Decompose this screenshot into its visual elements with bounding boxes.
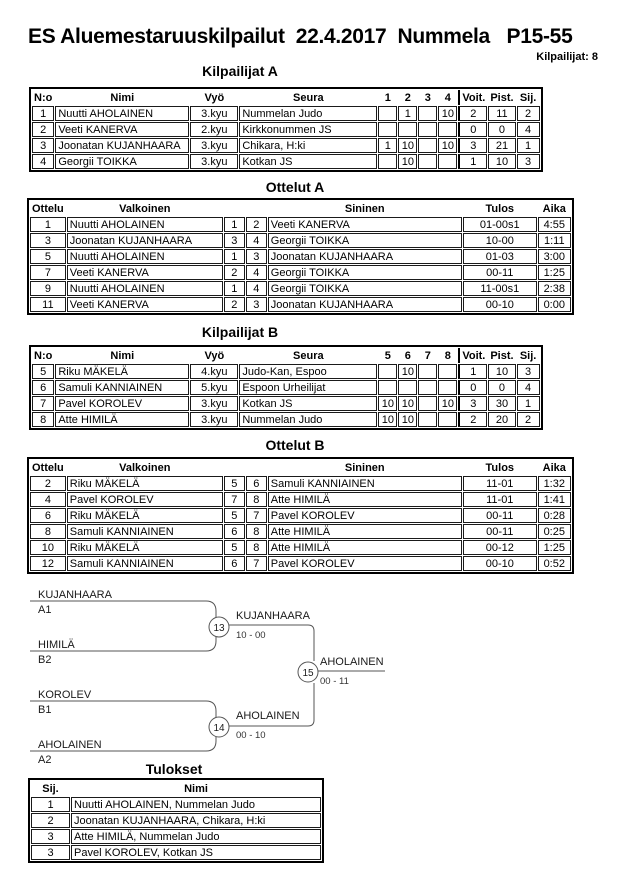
match-score-cell — [378, 122, 397, 137]
match-result: 01-00s1 — [463, 217, 537, 232]
matches-a-table — [27, 198, 574, 315]
blue-name: Atte HIMILÄ — [268, 492, 462, 507]
competitor-club: Espoon Urheilijat — [239, 380, 377, 395]
blue-name: Pavel KOROLEV — [268, 508, 462, 523]
blue-name: Samuli KANNIAINEN — [268, 476, 462, 491]
match-result: 11-00s1 — [463, 281, 537, 296]
col-header-blue-number — [246, 460, 267, 475]
match-score-cell — [438, 122, 457, 137]
semi2-winner-name: AHOLAINEN — [236, 710, 300, 722]
col-header-m3: 7 — [424, 349, 431, 362]
results-header-row — [31, 781, 321, 796]
matches-a-row — [30, 217, 571, 232]
match-number: 9 — [30, 281, 66, 296]
place-cell: 1 — [517, 138, 540, 153]
semi1-score: 10 - 00 — [236, 630, 266, 641]
semi2-score: 00 - 10 — [236, 730, 266, 741]
match-score-cell — [398, 122, 417, 137]
pool-b-header-row — [32, 348, 540, 363]
white-number: 1 — [224, 249, 245, 264]
match-result: 00-12 — [463, 540, 537, 555]
col-header-white: Valkoinen — [119, 461, 171, 474]
match-time: 1:25 — [538, 540, 571, 555]
competitor-name: Atte HIMILÄ — [55, 412, 189, 427]
match-score-cell: 10 — [438, 396, 457, 411]
white-name: Veeti KANERVA — [67, 297, 223, 312]
match-score-cell: 1 — [398, 106, 417, 121]
match-time: 0:28 — [538, 508, 571, 523]
col-header-blue: Sininen — [344, 461, 385, 474]
blue-number: 6 — [246, 476, 267, 491]
blue-name: Joonatan KUJANHAARA — [268, 297, 462, 312]
col-header-name: Nimi — [184, 782, 208, 795]
white-number: 7 — [224, 492, 245, 507]
pool-a-row — [32, 138, 540, 153]
match-number: 7 — [30, 265, 66, 280]
results-table — [28, 778, 324, 863]
match-score-cell — [418, 106, 437, 121]
match-score-cell: 10 — [438, 138, 457, 153]
competitor-club: Nummelan Judo — [239, 412, 377, 427]
match-number: 11 — [30, 297, 66, 312]
participants-count: Kilpailijat: 8 — [536, 51, 598, 63]
match-result: 11-01 — [463, 476, 537, 491]
match-time: 0:25 — [538, 524, 571, 539]
col-header-name: Nimi — [110, 91, 135, 104]
wins-cell: 3 — [458, 396, 487, 411]
match-time: 0:52 — [538, 556, 571, 571]
match-score-cell — [438, 380, 457, 395]
col-header-white-number — [224, 460, 245, 475]
match-number: 2 — [30, 476, 66, 491]
semi2-bottom-seed: A2 — [38, 754, 52, 766]
result-place: 2 — [31, 813, 70, 828]
semi2-bottom-name: AHOLAINEN — [38, 739, 102, 751]
semi1-top-seed: A1 — [38, 604, 52, 616]
match-score-cell — [418, 412, 437, 427]
match-score-cell — [418, 154, 437, 169]
semi1-bottom-seed: B2 — [38, 654, 52, 666]
blue-name: Pavel KOROLEV — [268, 556, 462, 571]
points-cell: 10 — [488, 364, 515, 379]
blue-name: Atte HIMILÄ — [268, 524, 462, 539]
blue-name: Veeti KANERVA — [268, 217, 462, 232]
points-cell: 0 — [488, 380, 515, 395]
col-header-m4: 4 — [444, 91, 451, 104]
match-time: 2:38 — [538, 281, 571, 296]
match-result: 00-11 — [463, 524, 537, 539]
place-cell: 3 — [517, 364, 540, 379]
result-place: 3 — [31, 829, 70, 844]
blue-name: Joonatan KUJANHAARA — [268, 249, 462, 264]
white-name: Riku MÄKELÄ — [67, 476, 223, 491]
match-number: 8 — [30, 524, 66, 539]
match-number: 1 — [30, 217, 66, 232]
result-name: Pavel KOROLEV, Kotkan JS — [71, 845, 321, 860]
competitor-club: Kirkkonummen JS — [239, 122, 377, 137]
points-cell: 30 — [488, 396, 515, 411]
white-name: Veeti KANERVA — [67, 265, 223, 280]
col-header-belt: Vyö — [204, 91, 225, 104]
match-result: 00-10 — [463, 556, 537, 571]
competitor-club: Kotkan JS — [239, 396, 377, 411]
matches-b-row — [30, 524, 571, 539]
result-place: 1 — [31, 797, 70, 812]
match-score-cell: 1 — [378, 138, 397, 153]
col-header-m2: 6 — [404, 349, 411, 362]
place-cell: 4 — [517, 122, 540, 137]
competitor-name: Nuutti AHOLAINEN — [55, 106, 189, 121]
place-cell: 3 — [517, 154, 540, 169]
wins-cell: 2 — [458, 106, 487, 121]
matches-b-heading: Ottelut B — [265, 437, 325, 453]
pool-b-row — [32, 380, 540, 395]
white-number: 1 — [224, 281, 245, 296]
points-cell: 10 — [488, 154, 515, 169]
blue-number: 2 — [246, 217, 267, 232]
semi2-match-number: 14 — [213, 723, 225, 734]
semi2-top-name: KOROLEV — [38, 689, 92, 701]
matches-b-row — [30, 540, 571, 555]
blue-number: 4 — [246, 281, 267, 296]
match-number: 10 — [30, 540, 66, 555]
pool-a-table — [29, 87, 543, 172]
pool-a-row — [32, 106, 540, 121]
col-header-belt: Vyö — [204, 349, 225, 362]
match-number: 6 — [30, 508, 66, 523]
blue-number: 7 — [246, 508, 267, 523]
pool-b-heading: Kilpailijat B — [201, 324, 279, 340]
matches-a-heading: Ottelut A — [265, 179, 325, 195]
white-number: 2 — [224, 297, 245, 312]
pool-a-header-row — [32, 90, 540, 105]
match-score-cell — [418, 364, 437, 379]
semi1-winner-name: KUJANHAARA — [236, 610, 310, 622]
competitor-belt: 3.kyu — [190, 154, 238, 169]
matches-b-header-row — [30, 460, 571, 475]
page-title: ES Aluemestaruuskilpailut 22.4.2017 Nummela P15-55 — [28, 25, 573, 48]
blue-name: Georgii TOIKKA — [268, 281, 462, 296]
match-score-cell — [438, 154, 457, 169]
match-number: 5 — [30, 249, 66, 264]
match-result: 00-11 — [463, 508, 537, 523]
match-time: 0:00 — [538, 297, 571, 312]
match-score-cell: 10 — [398, 364, 417, 379]
white-number: 3 — [224, 233, 245, 248]
semi1-match-number: 13 — [213, 623, 225, 634]
match-time: 1:25 — [538, 265, 571, 280]
medal-bracket — [20, 578, 420, 773]
white-name: Samuli KANNIAINEN — [67, 524, 223, 539]
place-cell: 4 — [517, 380, 540, 395]
matches-a-row — [30, 265, 571, 280]
semi1-bottom-name: HIMILÄ — [38, 639, 75, 651]
white-name: Riku MÄKELÄ — [67, 540, 223, 555]
result-name: Joonatan KUJANHAARA, Chikara, H:ki — [71, 813, 321, 828]
match-score-cell — [398, 380, 417, 395]
place-cell: 1 — [517, 396, 540, 411]
col-header-m1: 1 — [384, 91, 391, 104]
white-name: Joonatan KUJANHAARA — [67, 233, 223, 248]
competitor-belt: 5.kyu — [190, 380, 238, 395]
competitor-belt: 3.kyu — [190, 412, 238, 427]
col-header-club: Seura — [293, 91, 324, 104]
match-score-cell — [378, 380, 397, 395]
matches-a-row — [30, 297, 571, 312]
col-header-match: Ottelu — [32, 461, 64, 474]
white-number: 5 — [224, 540, 245, 555]
white-number: 6 — [224, 524, 245, 539]
col-header-wins: Voit. — [458, 90, 487, 105]
semi2-top-seed: B1 — [38, 704, 52, 716]
white-name: Nuutti AHOLAINEN — [67, 281, 223, 296]
col-header-m2: 2 — [404, 91, 411, 104]
match-number: 12 — [30, 556, 66, 571]
white-name: Pavel KOROLEV — [67, 492, 223, 507]
blue-number: 3 — [246, 249, 267, 264]
blue-number: 4 — [246, 233, 267, 248]
matches-b-row — [30, 476, 571, 491]
match-time: 1:11 — [538, 233, 571, 248]
col-header-m3: 3 — [424, 91, 431, 104]
wins-cell: 1 — [458, 154, 487, 169]
points-cell: 11 — [488, 106, 515, 121]
competitor-name: Pavel KOROLEV — [55, 396, 189, 411]
results-row — [31, 813, 321, 828]
competitor-belt: 2.kyu — [190, 122, 238, 137]
white-number: 6 — [224, 556, 245, 571]
white-number: 5 — [224, 508, 245, 523]
match-score-cell — [378, 106, 397, 121]
col-header-white: Valkoinen — [119, 202, 171, 215]
competitor-number: 1 — [32, 106, 54, 121]
col-header-no: N:o — [34, 91, 53, 104]
white-name: Nuutti AHOLAINEN — [67, 217, 223, 232]
matches-a-row — [30, 281, 571, 296]
result-name: Atte HIMILÄ, Nummelan Judo — [71, 829, 321, 844]
points-cell: 0 — [488, 122, 515, 137]
col-header-white-number — [224, 201, 245, 216]
result-place: 3 — [31, 845, 70, 860]
blue-number: 7 — [246, 556, 267, 571]
pool-b-row — [32, 364, 540, 379]
blue-number: 8 — [246, 492, 267, 507]
white-name: Samuli KANNIAINEN — [67, 556, 223, 571]
matches-b-row — [30, 556, 571, 571]
col-header-m1: 5 — [384, 349, 391, 362]
match-result: 10-00 — [463, 233, 537, 248]
match-score-cell — [418, 138, 437, 153]
pool-b-row — [32, 412, 540, 427]
blue-name: Georgii TOIKKA — [268, 233, 462, 248]
wins-cell: 0 — [458, 122, 487, 137]
competitor-club: Nummelan Judo — [239, 106, 377, 121]
pool-a-row — [32, 122, 540, 137]
blue-name: Atte HIMILÄ — [268, 540, 462, 555]
results-row — [31, 797, 321, 812]
final-winner-name: AHOLAINEN — [320, 656, 384, 668]
col-header-points: Pist. — [490, 349, 514, 362]
match-score-cell — [378, 364, 397, 379]
pool-b-table — [29, 345, 543, 430]
col-header-place: Sij. — [42, 782, 59, 795]
wins-cell: 1 — [458, 364, 487, 379]
competitor-name: Georgii TOIKKA — [55, 154, 189, 169]
white-number: 5 — [224, 476, 245, 491]
col-header-place: Sij. — [519, 91, 537, 104]
match-time: 1:32 — [538, 476, 571, 491]
wins-cell: 2 — [458, 412, 487, 427]
match-score-cell — [438, 364, 457, 379]
competitor-name: Veeti KANERVA — [55, 122, 189, 137]
blue-number: 3 — [246, 297, 267, 312]
competitor-number: 2 — [32, 122, 54, 137]
col-header-blue-number — [246, 201, 267, 216]
competitor-club: Kotkan JS — [239, 154, 377, 169]
match-score-cell: 10 — [378, 412, 397, 427]
place-cell: 2 — [517, 106, 540, 121]
points-cell: 20 — [488, 412, 515, 427]
match-result: 11-01 — [463, 492, 537, 507]
match-score-cell — [418, 122, 437, 137]
competitor-number: 3 — [32, 138, 54, 153]
points-cell: 21 — [488, 138, 515, 153]
col-header-name: Nimi — [110, 349, 135, 362]
competitor-club: Chikara, H:ki — [239, 138, 377, 153]
blue-number: 4 — [246, 265, 267, 280]
col-header-match: Ottelu — [32, 202, 64, 215]
blue-number: 8 — [246, 540, 267, 555]
competitor-number: 8 — [32, 412, 54, 427]
col-header-time: Aika — [542, 202, 566, 215]
col-header-time: Aika — [542, 461, 566, 474]
place-cell: 2 — [517, 412, 540, 427]
competitor-club: Judo-Kan, Espoo — [239, 364, 377, 379]
competitor-number: 4 — [32, 154, 54, 169]
match-score-cell — [438, 412, 457, 427]
blue-number: 8 — [246, 524, 267, 539]
col-header-m4: 8 — [444, 349, 451, 362]
col-header-club: Seura — [293, 349, 324, 362]
competitor-belt: 3.kyu — [190, 138, 238, 153]
col-header-wins: Voit. — [458, 348, 487, 363]
results-row — [31, 829, 321, 844]
col-header-points: Pist. — [490, 91, 514, 104]
competitor-belt: 3.kyu — [190, 396, 238, 411]
pool-b-row — [32, 396, 540, 411]
match-score-cell — [418, 396, 437, 411]
col-header-place: Sij. — [519, 349, 537, 362]
blue-name: Georgii TOIKKA — [268, 265, 462, 280]
matches-b-row — [30, 492, 571, 507]
white-number: 1 — [224, 217, 245, 232]
match-score-cell: 10 — [398, 138, 417, 153]
matches-b-table — [27, 457, 574, 574]
bracket-line — [30, 701, 216, 718]
match-result: 00-10 — [463, 297, 537, 312]
competitor-name: Riku MÄKELÄ — [55, 364, 189, 379]
competitor-number: 5 — [32, 364, 54, 379]
pool-a-heading: Kilpailijat A — [202, 63, 278, 79]
competitor-number: 6 — [32, 380, 54, 395]
match-result: 00-11 — [463, 265, 537, 280]
competitor-number: 7 — [32, 396, 54, 411]
col-header-result: Tulos — [485, 202, 515, 215]
competitor-name: Joonatan KUJANHAARA — [55, 138, 189, 153]
match-score-cell: 10 — [398, 412, 417, 427]
matches-b-row — [30, 508, 571, 523]
results-heading: Tulokset — [145, 761, 203, 777]
competitor-belt: 3.kyu — [190, 106, 238, 121]
matches-a-header-row — [30, 201, 571, 216]
semi1-top-name: KUJANHAARA — [38, 589, 112, 601]
white-name: Nuutti AHOLAINEN — [67, 249, 223, 264]
wins-cell: 3 — [458, 138, 487, 153]
bracket-line — [30, 601, 216, 618]
wins-cell: 0 — [458, 380, 487, 395]
match-score-cell — [418, 380, 437, 395]
final-score: 00 - 11 — [320, 676, 349, 687]
match-score-cell — [378, 154, 397, 169]
match-score-cell: 10 — [398, 396, 417, 411]
match-number: 3 — [30, 233, 66, 248]
match-result: 01-03 — [463, 249, 537, 264]
match-time: 4:55 — [538, 217, 571, 232]
results-row — [31, 845, 321, 860]
match-time: 3:00 — [538, 249, 571, 264]
competitor-belt: 4.kyu — [190, 364, 238, 379]
white-number: 2 — [224, 265, 245, 280]
match-time: 1:41 — [538, 492, 571, 507]
col-header-blue: Sininen — [344, 202, 385, 215]
match-score-cell: 10 — [378, 396, 397, 411]
final-match-number: 15 — [302, 668, 314, 679]
white-name: Riku MÄKELÄ — [67, 508, 223, 523]
match-score-cell: 10 — [398, 154, 417, 169]
match-number: 4 — [30, 492, 66, 507]
competitor-name: Samuli KANNIAINEN — [55, 380, 189, 395]
match-score-cell: 10 — [438, 106, 457, 121]
matches-a-row — [30, 249, 571, 264]
col-header-no: N:o — [34, 349, 53, 362]
col-header-result: Tulos — [485, 461, 515, 474]
pool-a-row — [32, 154, 540, 169]
result-name: Nuutti AHOLAINEN, Nummelan Judo — [71, 797, 321, 812]
matches-a-row — [30, 233, 571, 248]
